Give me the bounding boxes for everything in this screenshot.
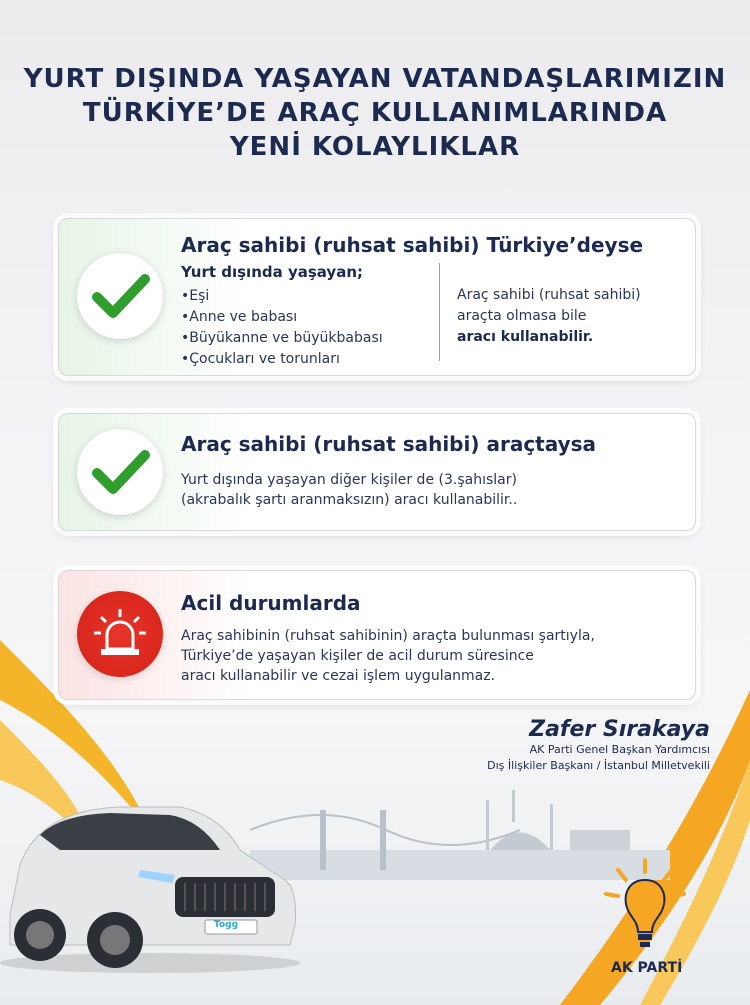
- body-line: Yurt dışında yaşayan diğer kişiler de (3.şahıslar): [181, 472, 517, 488]
- signature-block: [487, 717, 710, 774]
- title-line-2: TÜRKİYE’DE ARAÇ KULLANIMLARINDA: [82, 98, 668, 128]
- body-line: Türkiye’de yaşayan kişiler de acil durum süresince: [181, 648, 534, 664]
- info-card-owner-in-turkey: [58, 218, 696, 376]
- list-item: •Çocukları ve torunları: [181, 351, 340, 367]
- card-heading: Acil durumlarda: [181, 591, 361, 615]
- page-title: [0, 62, 750, 164]
- info-card-owner-in-vehicle: [58, 413, 696, 531]
- card-body-text: [181, 626, 595, 686]
- body-line: Araç sahibinin (ruhsat sahibinin) araçta bulunması şartıyla,: [181, 628, 595, 644]
- body-line: aracı kullanabilir ve cezai işlem uygulanmaz.: [181, 668, 496, 684]
- list-item: •Büyükanne ve büyükbabası: [181, 330, 383, 346]
- car-badge-text: Togg: [214, 920, 239, 930]
- right-text-line: Araç sahibi (ruhsat sahibi): [457, 287, 641, 303]
- ak-parti-bulb-logo-icon: [600, 858, 690, 958]
- card-body-text: [181, 470, 517, 510]
- signatory-role: Dış İlişkiler Başkanı / İstanbul Milletvekili: [487, 759, 710, 772]
- car-illustration: [0, 795, 300, 975]
- card-right-text: [457, 285, 687, 348]
- logo-text: AK PARTİ: [611, 960, 683, 976]
- signatory-role: AK Parti Genel Başkan Yardımcısı: [529, 743, 710, 756]
- list-item: •Eşi: [181, 288, 210, 304]
- checkmark-icon: [77, 429, 163, 515]
- right-text-line: araçta olmasa bile: [457, 308, 587, 324]
- info-card-emergency: [58, 570, 696, 700]
- siren-icon: [77, 591, 163, 677]
- vertical-divider: [439, 263, 440, 361]
- right-text-emphasis: aracı kullanabilir.: [457, 329, 594, 345]
- card-heading: Araç sahibi (ruhsat sahibi) araçtaysa: [181, 432, 597, 456]
- title-line-3: YENİ KOLAYLIKLAR: [229, 132, 521, 162]
- title-line-1: YURT DIŞINDA YAŞAYAN VATANDAŞLARIMIZIN: [23, 64, 727, 94]
- checkmark-icon: [77, 253, 163, 339]
- relatives-list: [181, 286, 383, 370]
- card-heading: Araç sahibi (ruhsat sahibi) Türkiye’deyse: [181, 233, 644, 257]
- list-item: •Anne ve babası: [181, 309, 298, 325]
- body-line: (akrabalık şartı aranmaksızın) aracı kullanabilir..: [181, 492, 518, 508]
- card-subheading: Yurt dışında yaşayan;: [181, 263, 364, 281]
- signatory-name: Zafer Sırakaya: [529, 717, 710, 742]
